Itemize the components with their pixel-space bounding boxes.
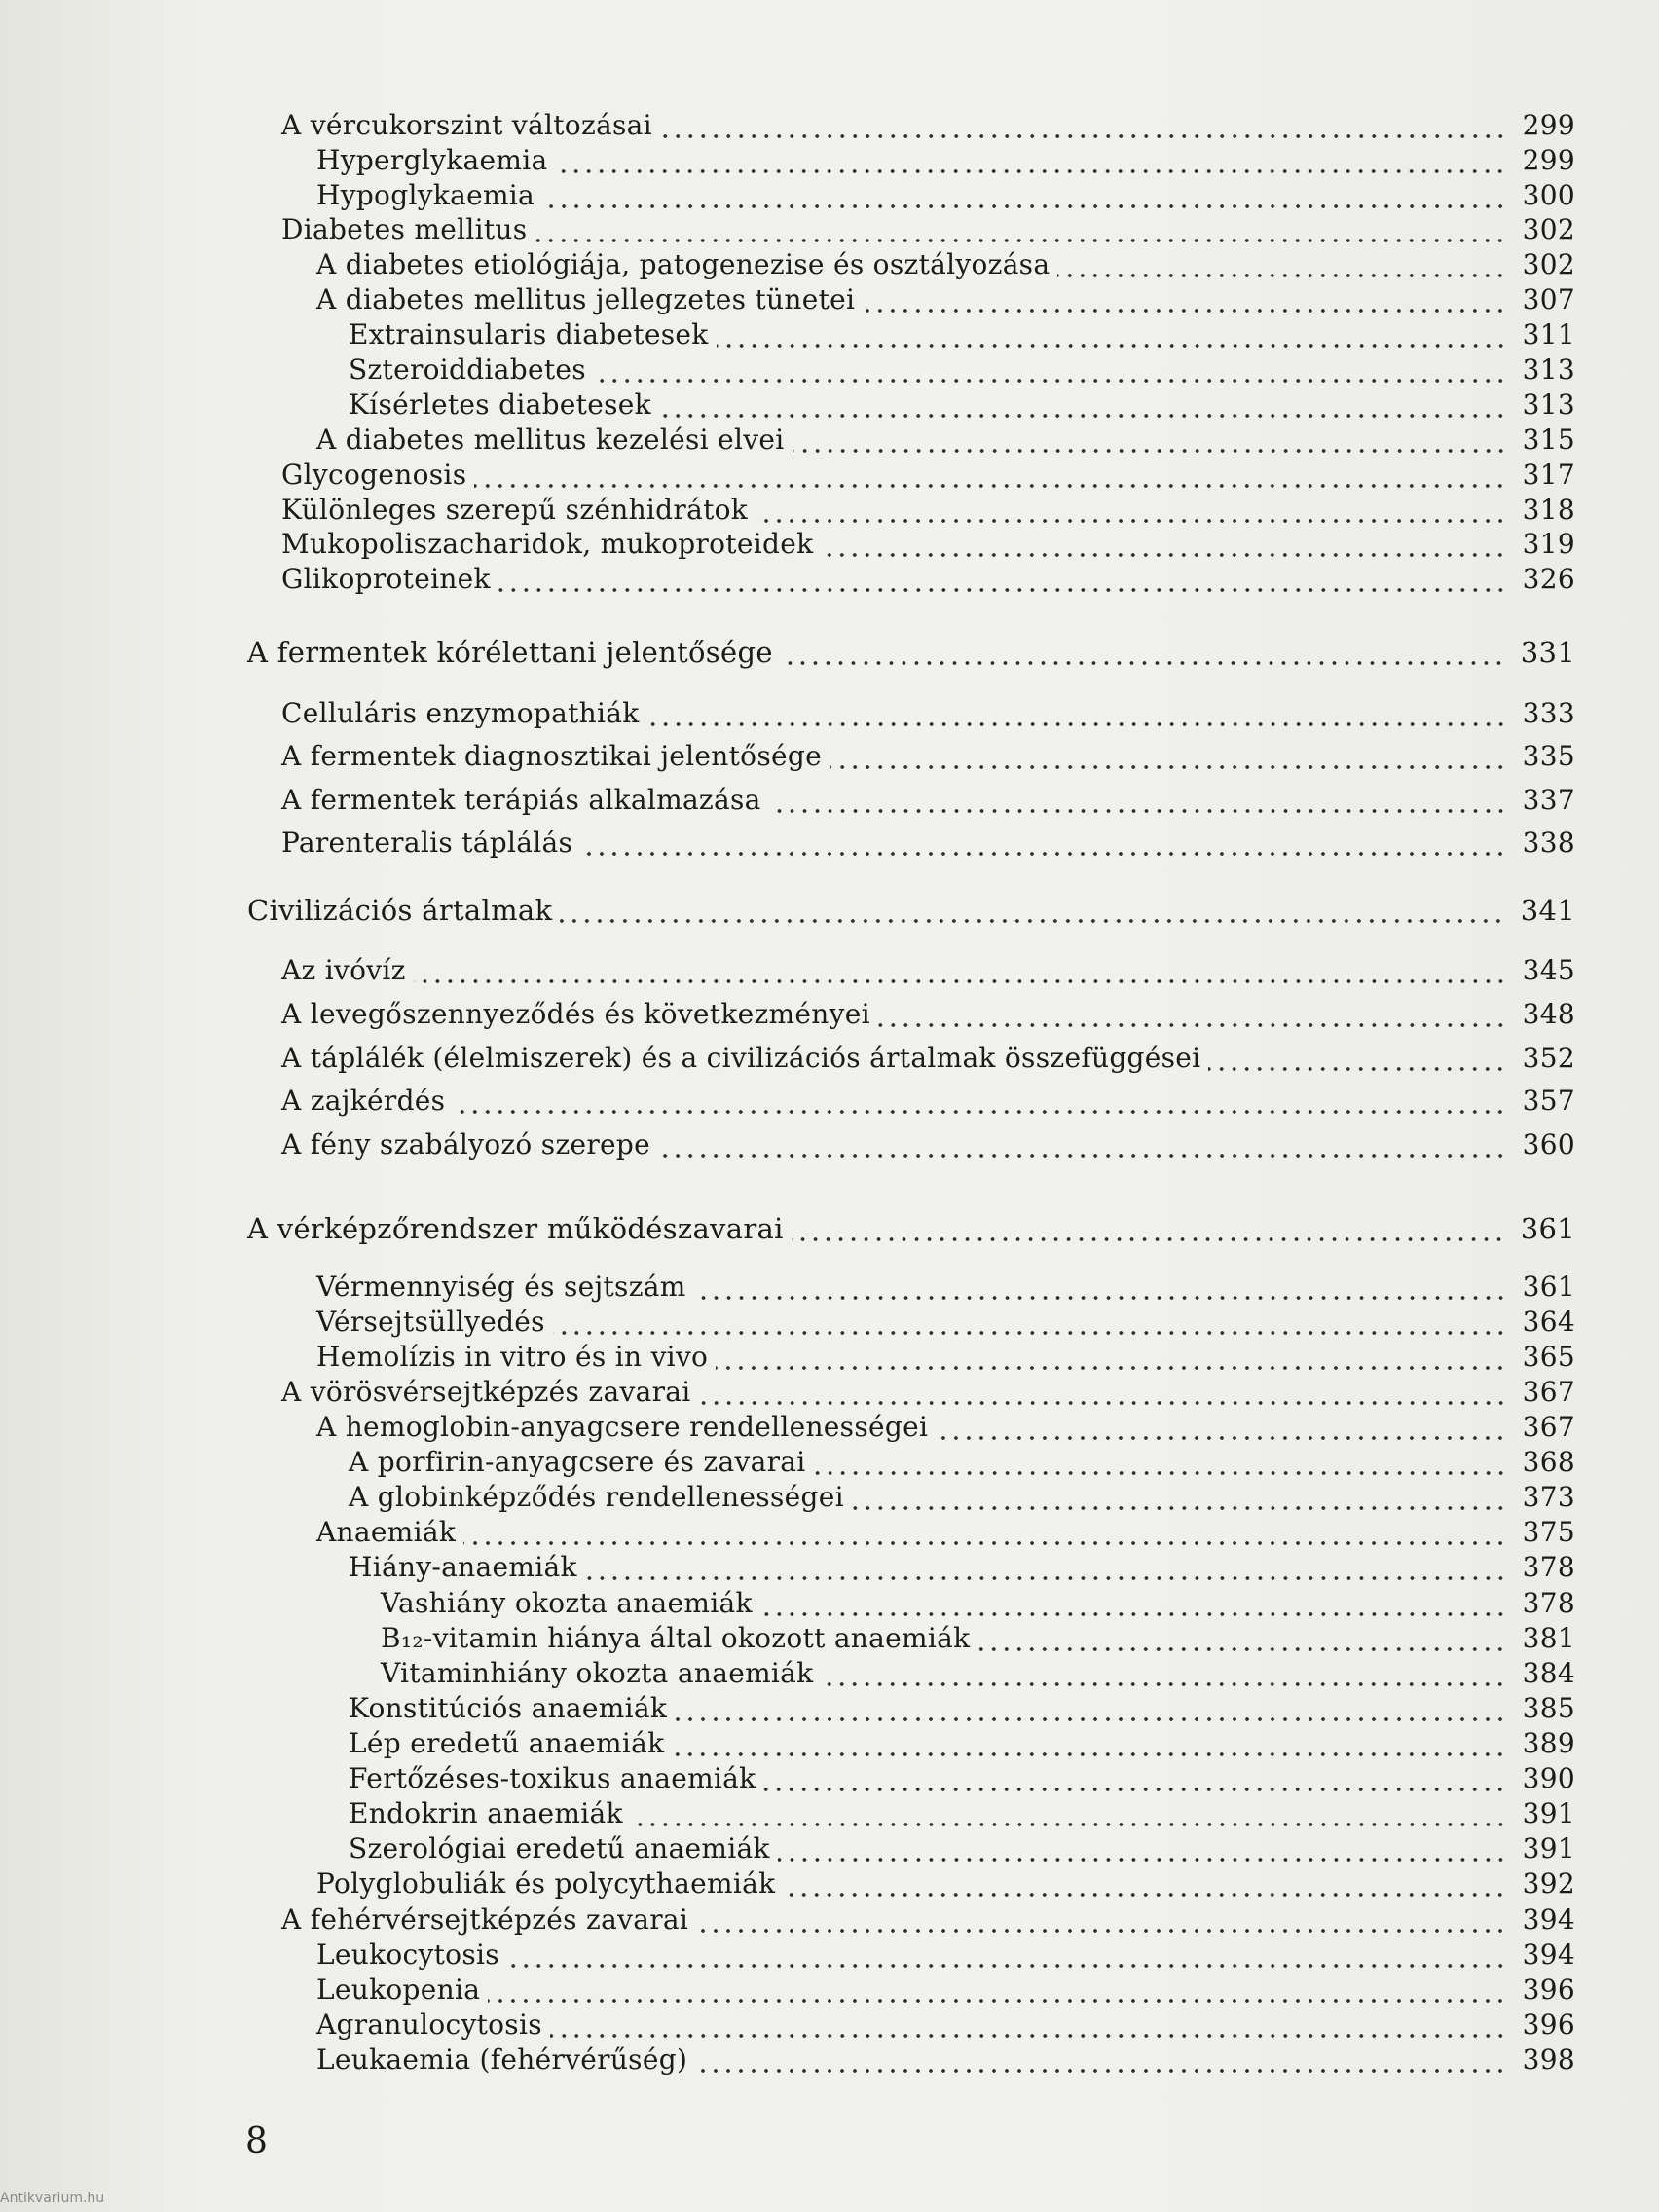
toc-entry-page: 361: [1520, 1212, 1575, 1245]
dot-leader: [488, 1973, 1506, 2007]
dot-leader: [878, 998, 1507, 1031]
toc-entry-page: 341: [1520, 894, 1575, 927]
toc-entry-page: 307: [1522, 283, 1575, 315]
toc-entry-page: 396: [1522, 1973, 1575, 2006]
toc-entry-page: 361: [1522, 1271, 1575, 1303]
dot-leader: [763, 1762, 1506, 1795]
toc-entry: [281, 784, 1575, 817]
toc-entry-title: Glikoproteinek: [281, 563, 491, 595]
toc-entry: [349, 1832, 1575, 1865]
toc-entry: [281, 459, 1575, 492]
toc-entry-page: 394: [1522, 1903, 1575, 1936]
dot-leader: [553, 1306, 1507, 1339]
toc-entry-title: Leukopenia: [316, 1973, 481, 2006]
toc-entry-title: A vércukorszint változásai: [281, 109, 652, 141]
toc-entry-page: 318: [1522, 494, 1575, 526]
toc-entry: [349, 1446, 1575, 1479]
toc-entry-title: A hemoglobin-anyagcsere rendellenességei: [316, 1411, 929, 1443]
toc-entry-title: A fermentek kórélettani jelentősége: [247, 636, 773, 669]
toc-entry: [281, 697, 1575, 730]
toc-entry: [316, 1973, 1575, 2007]
dot-leader: [474, 459, 1506, 492]
dot-leader: [814, 1446, 1507, 1479]
toc-entry-title: Endokrin anaemiák: [349, 1797, 623, 1829]
dot-leader: [852, 1481, 1507, 1514]
toc-entry-title: Szerológiai eredetű anaemiák: [349, 1832, 770, 1864]
dot-leader: [694, 1271, 1507, 1304]
toc-entry: [349, 1481, 1575, 1514]
toc-entry: [281, 528, 1575, 561]
toc-entry-page: 338: [1522, 827, 1575, 859]
toc-entry-page: 352: [1522, 1042, 1575, 1074]
toc-entry-title: Szteroiddiabetes: [349, 353, 586, 386]
toc-entry-title: Vérsejtsüllyedés: [316, 1306, 545, 1338]
toc-entry: [281, 1903, 1575, 1936]
toc-entry-title: A diabetes mellitus jellegzetes tünetei: [316, 283, 856, 315]
dot-leader: [1057, 248, 1506, 281]
toc-entry-page: 357: [1522, 1085, 1575, 1117]
toc-entry-page: 311: [1522, 318, 1575, 350]
toc-entry: [316, 2044, 1575, 2077]
toc-entry-title: Kísérletes diabetesek: [349, 388, 651, 421]
dot-leader: [631, 1797, 1507, 1830]
toc-entry-page: 331: [1520, 636, 1575, 669]
dot-leader: [550, 2009, 1507, 2042]
toc-entry-page: 326: [1522, 563, 1575, 595]
toc-entry-title: Parenteralis táplálás: [281, 827, 573, 859]
toc-entry-page: 398: [1522, 2044, 1575, 2076]
toc-entry: [349, 388, 1575, 422]
toc-entry: [349, 1692, 1575, 1725]
toc-entry-page: 378: [1522, 1551, 1575, 1583]
dot-leader: [695, 2044, 1506, 2077]
toc-entry-title: Az ivóvíz: [281, 954, 406, 986]
toc-entry-page: 345: [1522, 954, 1575, 986]
toc-entry-title: Leukaemia (fehérvérűség): [316, 2044, 688, 2076]
toc-entry-title: Glycogenosis: [281, 459, 467, 491]
toc-entry-page: 373: [1522, 1481, 1575, 1513]
toc-entry-title: Vashiány okozta anaemiák: [381, 1587, 753, 1619]
toc-entry-title: Vérmennyiség és sejtszám: [316, 1271, 686, 1303]
toc-entry-page: 390: [1522, 1762, 1575, 1794]
dot-leader: [936, 1411, 1506, 1444]
dot-leader: [414, 954, 1507, 987]
toc-entry-title: Vitaminhiány okozta anaemiák: [381, 1657, 814, 1689]
toc-entry-page: 394: [1522, 1938, 1575, 1971]
toc-entry: [281, 740, 1575, 773]
dot-leader: [696, 1903, 1507, 1936]
toc-entry-title: Leukocytosis: [316, 1938, 499, 1971]
toc-entry-page: 317: [1522, 459, 1575, 491]
toc-entry-page: 333: [1522, 697, 1575, 729]
toc-entry: [281, 213, 1575, 246]
toc-entry: [316, 1411, 1575, 1444]
toc-entry-page: 337: [1522, 784, 1575, 816]
toc-entry-title: Hypoglykaemia: [316, 179, 535, 211]
toc-entry: [281, 954, 1575, 987]
toc-entry-page: 302: [1522, 248, 1575, 280]
toc-entry-page: 367: [1522, 1411, 1575, 1443]
toc-entry-page: 385: [1522, 1692, 1575, 1724]
dot-leader: [498, 563, 1507, 596]
toc-entry-title: B₁₂-vitamin hiánya által okozott anaemiák: [381, 1622, 971, 1654]
dot-leader: [594, 353, 1507, 387]
toc-entry: [247, 636, 1575, 669]
dot-leader: [675, 1692, 1507, 1725]
toc-entry-page: 302: [1522, 213, 1575, 245]
toc-entry: [281, 827, 1575, 860]
toc-entry: [381, 1622, 1575, 1655]
toc-entry-page: 381: [1522, 1622, 1575, 1654]
dot-leader: [463, 1516, 1507, 1549]
toc-entry-title: Extrainsularis diabetesek: [349, 318, 709, 350]
toc-entry-page: 299: [1522, 144, 1575, 176]
dot-leader: [977, 1622, 1506, 1655]
toc-entry: [281, 1376, 1575, 1409]
dot-leader: [760, 1587, 1507, 1620]
toc-entry-title: A fény szabályozó szerepe: [281, 1128, 651, 1161]
toc-entry: [349, 1727, 1575, 1760]
toc-entry-page: 348: [1522, 998, 1575, 1030]
dot-leader: [778, 1832, 1507, 1865]
dot-leader: [542, 179, 1507, 212]
toc-entry-page: 319: [1522, 528, 1575, 560]
toc-entry-title: A diabetes etiológiája, patogenezise és osztályozása: [316, 248, 1051, 280]
toc-entry-page: 299: [1522, 109, 1575, 141]
toc-entry-page: 364: [1522, 1306, 1575, 1338]
toc-entry-title: Hiány-anaemiák: [349, 1551, 577, 1583]
dot-leader: [830, 740, 1507, 773]
toc-entry: [316, 144, 1575, 177]
dot-leader: [781, 636, 1505, 669]
toc-entry-page: 389: [1522, 1727, 1575, 1759]
dot-leader: [716, 1341, 1506, 1374]
toc-entry: [349, 1762, 1575, 1795]
toc-entry: [381, 1657, 1575, 1690]
toc-entry: [281, 1128, 1575, 1161]
toc-entry-title: Celluláris enzymopathiák: [281, 697, 640, 729]
toc-entry: [316, 2009, 1575, 2042]
toc-entry-page: 396: [1522, 2009, 1575, 2041]
toc-entry-title: A levegőszennyeződés és következményei: [281, 998, 870, 1030]
dot-leader: [560, 894, 1504, 927]
toc-entry-page: 300: [1522, 179, 1575, 211]
dot-leader: [585, 1551, 1507, 1584]
toc-entry: [349, 1551, 1575, 1584]
toc-entry-page: 365: [1522, 1341, 1575, 1373]
dot-leader: [821, 528, 1506, 561]
toc-entry-page: 313: [1522, 388, 1575, 421]
toc-entry: [281, 1085, 1575, 1118]
toc-entry-page: 391: [1522, 1832, 1575, 1864]
toc-entry-title: A fermentek diagnosztikai jelentősége: [281, 740, 822, 772]
toc-entry-title: Lép eredetű anaemiák: [349, 1727, 665, 1759]
toc-entry: [316, 179, 1575, 212]
dot-leader: [555, 144, 1506, 177]
toc-entry: [247, 1212, 1575, 1245]
toc-entry: [316, 1938, 1575, 1972]
toc-entry-title: Anaemiák: [316, 1516, 457, 1548]
dot-leader: [672, 1727, 1506, 1760]
page-number: 8: [245, 2121, 268, 2161]
toc-entry: [316, 1867, 1575, 1900]
toc-entry-title: A fermentek terápiás alkalmazása: [281, 784, 761, 816]
dot-leader: [1208, 1042, 1506, 1075]
dot-leader: [507, 1938, 1507, 1972]
toc-entry-page: 392: [1522, 1867, 1575, 1899]
toc-entry-page: 367: [1522, 1376, 1575, 1408]
toc-entry-title: Hyperglykaemia: [316, 144, 548, 176]
toc-entry-title: A táplálék (élelmiszerek) és a civilizációs ártalmak összefüggései: [281, 1042, 1201, 1074]
toc-entry-title: A diabetes mellitus kezelési elvei: [316, 424, 785, 456]
toc-entry-title: A zajkérdés: [281, 1085, 446, 1117]
toc-entry-title: Mukopoliszacharidok, mukoproteidek: [281, 528, 814, 560]
toc-entry-title: Hemolízis in vitro és in vivo: [316, 1341, 709, 1373]
toc-entry-page: 360: [1522, 1128, 1575, 1161]
toc-entry-title: A fehérvérsejtképzés zavarai: [281, 1903, 689, 1936]
toc-entry: [316, 1306, 1575, 1339]
dot-leader: [580, 827, 1506, 860]
toc-entry: [381, 1587, 1575, 1620]
dot-leader: [453, 1085, 1506, 1118]
toc-entry-title: Fertőzéses-toxikus anaemiák: [349, 1762, 756, 1794]
dot-leader: [821, 1657, 1506, 1690]
toc-entry-title: A porfirin-anyagcsere és zavarai: [349, 1446, 806, 1478]
toc-entry: [349, 353, 1575, 387]
toc-entry-page: 315: [1522, 424, 1575, 456]
toc-entry-page: 378: [1522, 1587, 1575, 1619]
toc-entry: [349, 318, 1575, 351]
toc-entry-page: 368: [1522, 1446, 1575, 1478]
dot-leader: [660, 109, 1507, 142]
toc-entry: [316, 1516, 1575, 1549]
toc-entry: [281, 563, 1575, 596]
toc-entry: [316, 283, 1575, 316]
dot-leader: [717, 318, 1507, 351]
toc-entry-page: 313: [1522, 353, 1575, 386]
toc-entry: [316, 424, 1575, 457]
toc-entry-title: Különleges szerepű szénhidrátok: [281, 494, 749, 526]
toc-entry-page: 384: [1522, 1657, 1575, 1689]
toc-entry-title: A globinképződés rendellenességei: [349, 1481, 844, 1513]
toc-entry: [281, 998, 1575, 1031]
toc-entry-title: Konstitúciós anaemiák: [349, 1692, 668, 1724]
toc-entry: [316, 1341, 1575, 1374]
dot-leader: [793, 424, 1507, 457]
toc-entry: [281, 109, 1575, 142]
watermark: Antikvarium.hu: [0, 2191, 105, 2206]
dot-leader: [535, 213, 1506, 246]
toc-entry-title: Polyglobuliák és polycythaemiák: [316, 1867, 776, 1899]
toc-entry-title: Diabetes mellitus: [281, 213, 528, 245]
toc-entry-page: 335: [1522, 740, 1575, 772]
toc-entry-title: A vérképzőrendszer működészavarai: [247, 1212, 784, 1245]
dot-leader: [756, 494, 1507, 527]
toc-entry: [316, 248, 1575, 281]
dot-leader: [658, 1128, 1507, 1161]
dot-leader: [647, 697, 1507, 730]
toc-entry-title: Civilizációs ártalmak: [247, 894, 553, 927]
toc-entry: [316, 1271, 1575, 1304]
dot-leader: [699, 1376, 1507, 1409]
dot-leader: [783, 1867, 1506, 1900]
toc-entry: [281, 494, 1575, 527]
toc-entry: [247, 894, 1575, 927]
dot-leader: [659, 388, 1507, 422]
toc-entry-page: 375: [1522, 1516, 1575, 1548]
toc-entry: [349, 1797, 1575, 1830]
toc-entry-title: Agranulocytosis: [316, 2009, 542, 2041]
toc-entry-title: A vörösvérsejtképzés zavarai: [281, 1376, 691, 1408]
toc-entry-page: 391: [1522, 1797, 1575, 1829]
toc-entry: [281, 1042, 1575, 1075]
dot-leader: [792, 1212, 1505, 1245]
dot-leader: [769, 784, 1507, 817]
dot-leader: [863, 283, 1506, 316]
